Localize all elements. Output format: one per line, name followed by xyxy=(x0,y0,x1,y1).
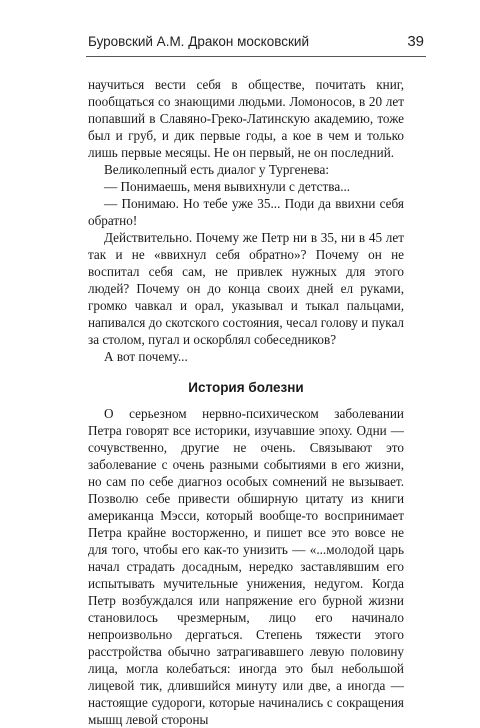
header-rule xyxy=(86,56,426,57)
body-text xyxy=(88,76,404,728)
running-title: Буровский А.М. Дракон московский xyxy=(88,34,309,49)
section-heading: История болезни xyxy=(188,380,304,395)
paragraph: А вот почему... xyxy=(104,349,188,364)
dialogue-line: — Понимаешь, меня вывихнули с детства... xyxy=(104,179,351,194)
section-paragraph: О серьезном нервно-психическом заболевании Петра говорят все историки, изучавшие эпоху. Одни — сочувственно, другие не очень. Связывают это заболевание с очень разными событиями в его жизни, но сам по себе диагноз особых сомнений не вызывает. Позволю себе привести обширную цитату из книги американца Мэсси, который вообще-то воспринимает Петра крайне восторженно, и пишет все это вовсе не для того, чтобы его как-то унизить — «...молодой царь начал страдать досадным, нередко заставлявшим его испытывать мучительные унижения, недугом. Когда Петр возбуждался или напряжение его бурной жизни становилось чрезмерным, лицо его начинало непроизвольно дергаться. Степень тяжести этого расстройства обычно затрагивавшего левую половину лица, могла колебаться: иногда это был небольшой лицевой тик, длившийся минуту или две, а иногда — настоящие судороги, которые начинались с сокращения мышц левой стороны xyxy=(88,406,404,727)
paragraph: Действительно. Почему же Петр ни в 35, ни в 45 лет так и не «ввихнул себя обратно»? Почему он не воспитал себя сам, не привлек нужных для этого людей? Почему он до конца своих дней ел руками, громко чавкал и орал, указывал и тыкал пальцами, напивался до скотского состояния, чесал голову и пукал за столом, пугал и оскорблял собеседников? xyxy=(88,230,404,347)
page-number: 39 xyxy=(407,33,424,50)
paragraph-continued: научиться вести себя в обществе, почитать книг, пообщаться со знающими людьми. Ломоносов, в 20 лет попавший в Славяно-Греко-Латинскую академию, тоже был и груб, и дик первые годы, а кое в чем и только лишь первые месяцы. Не он первый, не он последний. xyxy=(88,77,404,160)
dialogue-line: — Понимаю. Но тебе уже 35... Поди да ввихни себя обратно! xyxy=(88,196,404,228)
paragraph: Великолепный есть диалог у Тургенева: xyxy=(104,162,329,177)
